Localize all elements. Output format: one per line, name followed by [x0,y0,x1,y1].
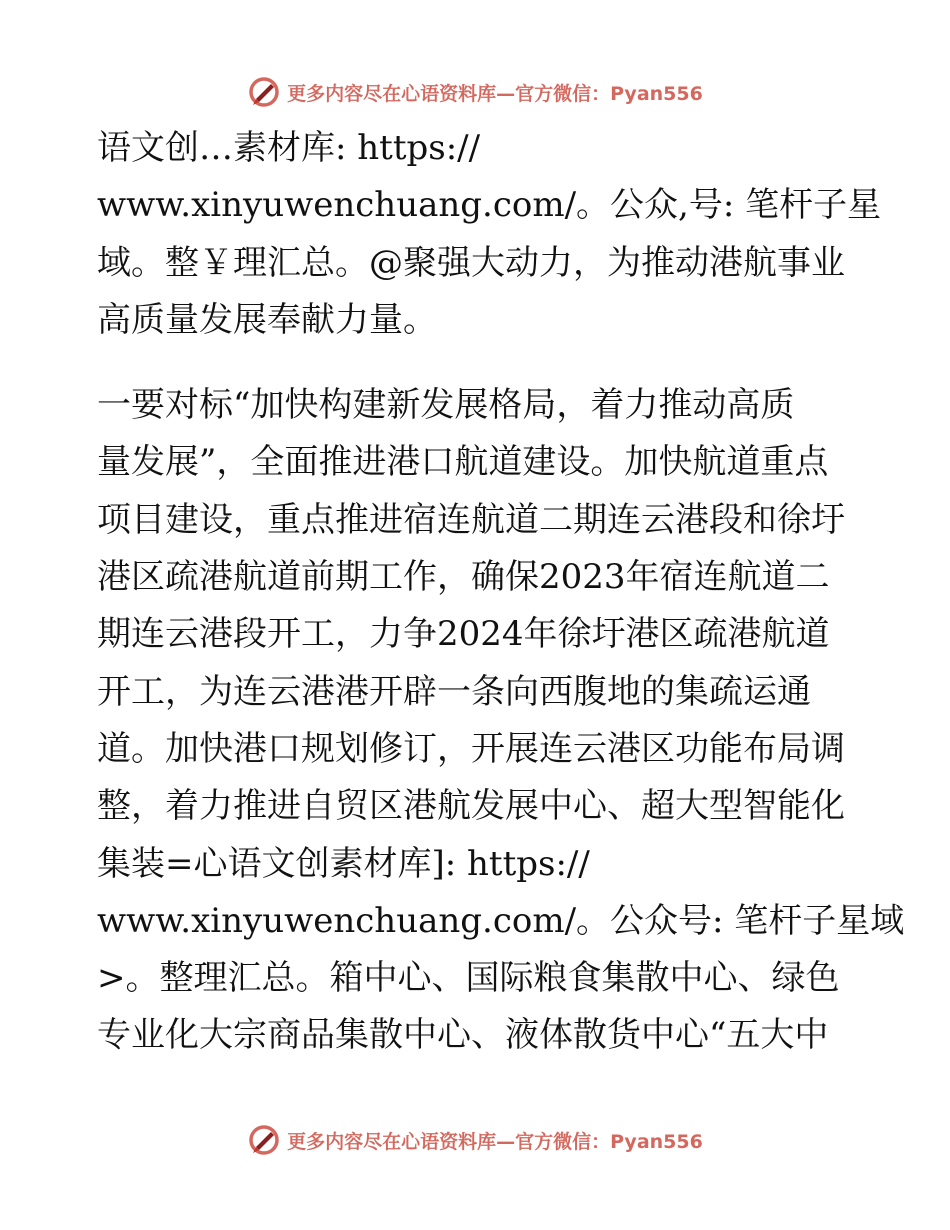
text-line: 港区疏港航道前期工作，确保2023年宿连航道二 [97,557,830,598]
text-line: 高质量发展奉献力量。 [97,299,437,340]
text-line: 域。整￥理汇总。@聚强大动力，为推动港航事业 [97,242,845,283]
body-text [97,126,905,1071]
text-line: 专业化大宗商品集散中心、液体散货中心“五大中 [97,1015,829,1056]
footer-banner-text: 更多内容尽在心语资料库—官方微信：Pyan556 [287,1130,703,1153]
text-line: 项目建设，重点推进宿连航道二期连云港段和徐圩 [97,499,845,540]
text-line: 一要对标“加快构建新发展格局，着力推动高质 [97,385,795,426]
text-line: 集装=心语文创素材库]: https:// [97,843,590,884]
text-line: 期连云港段开工，力争2024年徐圩港区疏港航道 [97,614,830,655]
brush-pen-logo-icon [247,1123,281,1157]
text-line: www.xinyuwenchuang.com/。公众号: 笔杆子星域 [97,900,905,941]
text-line: 整，着力推进自贸区港航发展中心、超大型智能化 [97,786,845,827]
header-banner-text: 更多内容尽在心语资料库—官方微信：Pyan556 [287,82,703,105]
brush-pen-logo-icon [247,75,281,109]
text-line: 语文创…素材库: https:// [97,128,481,168]
header-banner [0,70,950,114]
text-line: 开工，为连云港港开辟一条向西腹地的集疏运通 [97,671,811,712]
paragraph-2 [97,383,905,1071]
text-line: 道。加快港口规划修订，开展连云港区功能布局调 [97,728,845,769]
text-line: www.xinyuwenchuang.com/。公众,号: 笔杆子星 [97,185,882,226]
text-line: >。整理汇总。箱中心、国际粮食集散中心、绿色 [97,958,840,999]
footer-banner [0,1118,950,1162]
text-line: 量发展”，全面推进港口航道建设。加快航道重点 [97,442,829,483]
paragraph-1 [97,126,882,355]
